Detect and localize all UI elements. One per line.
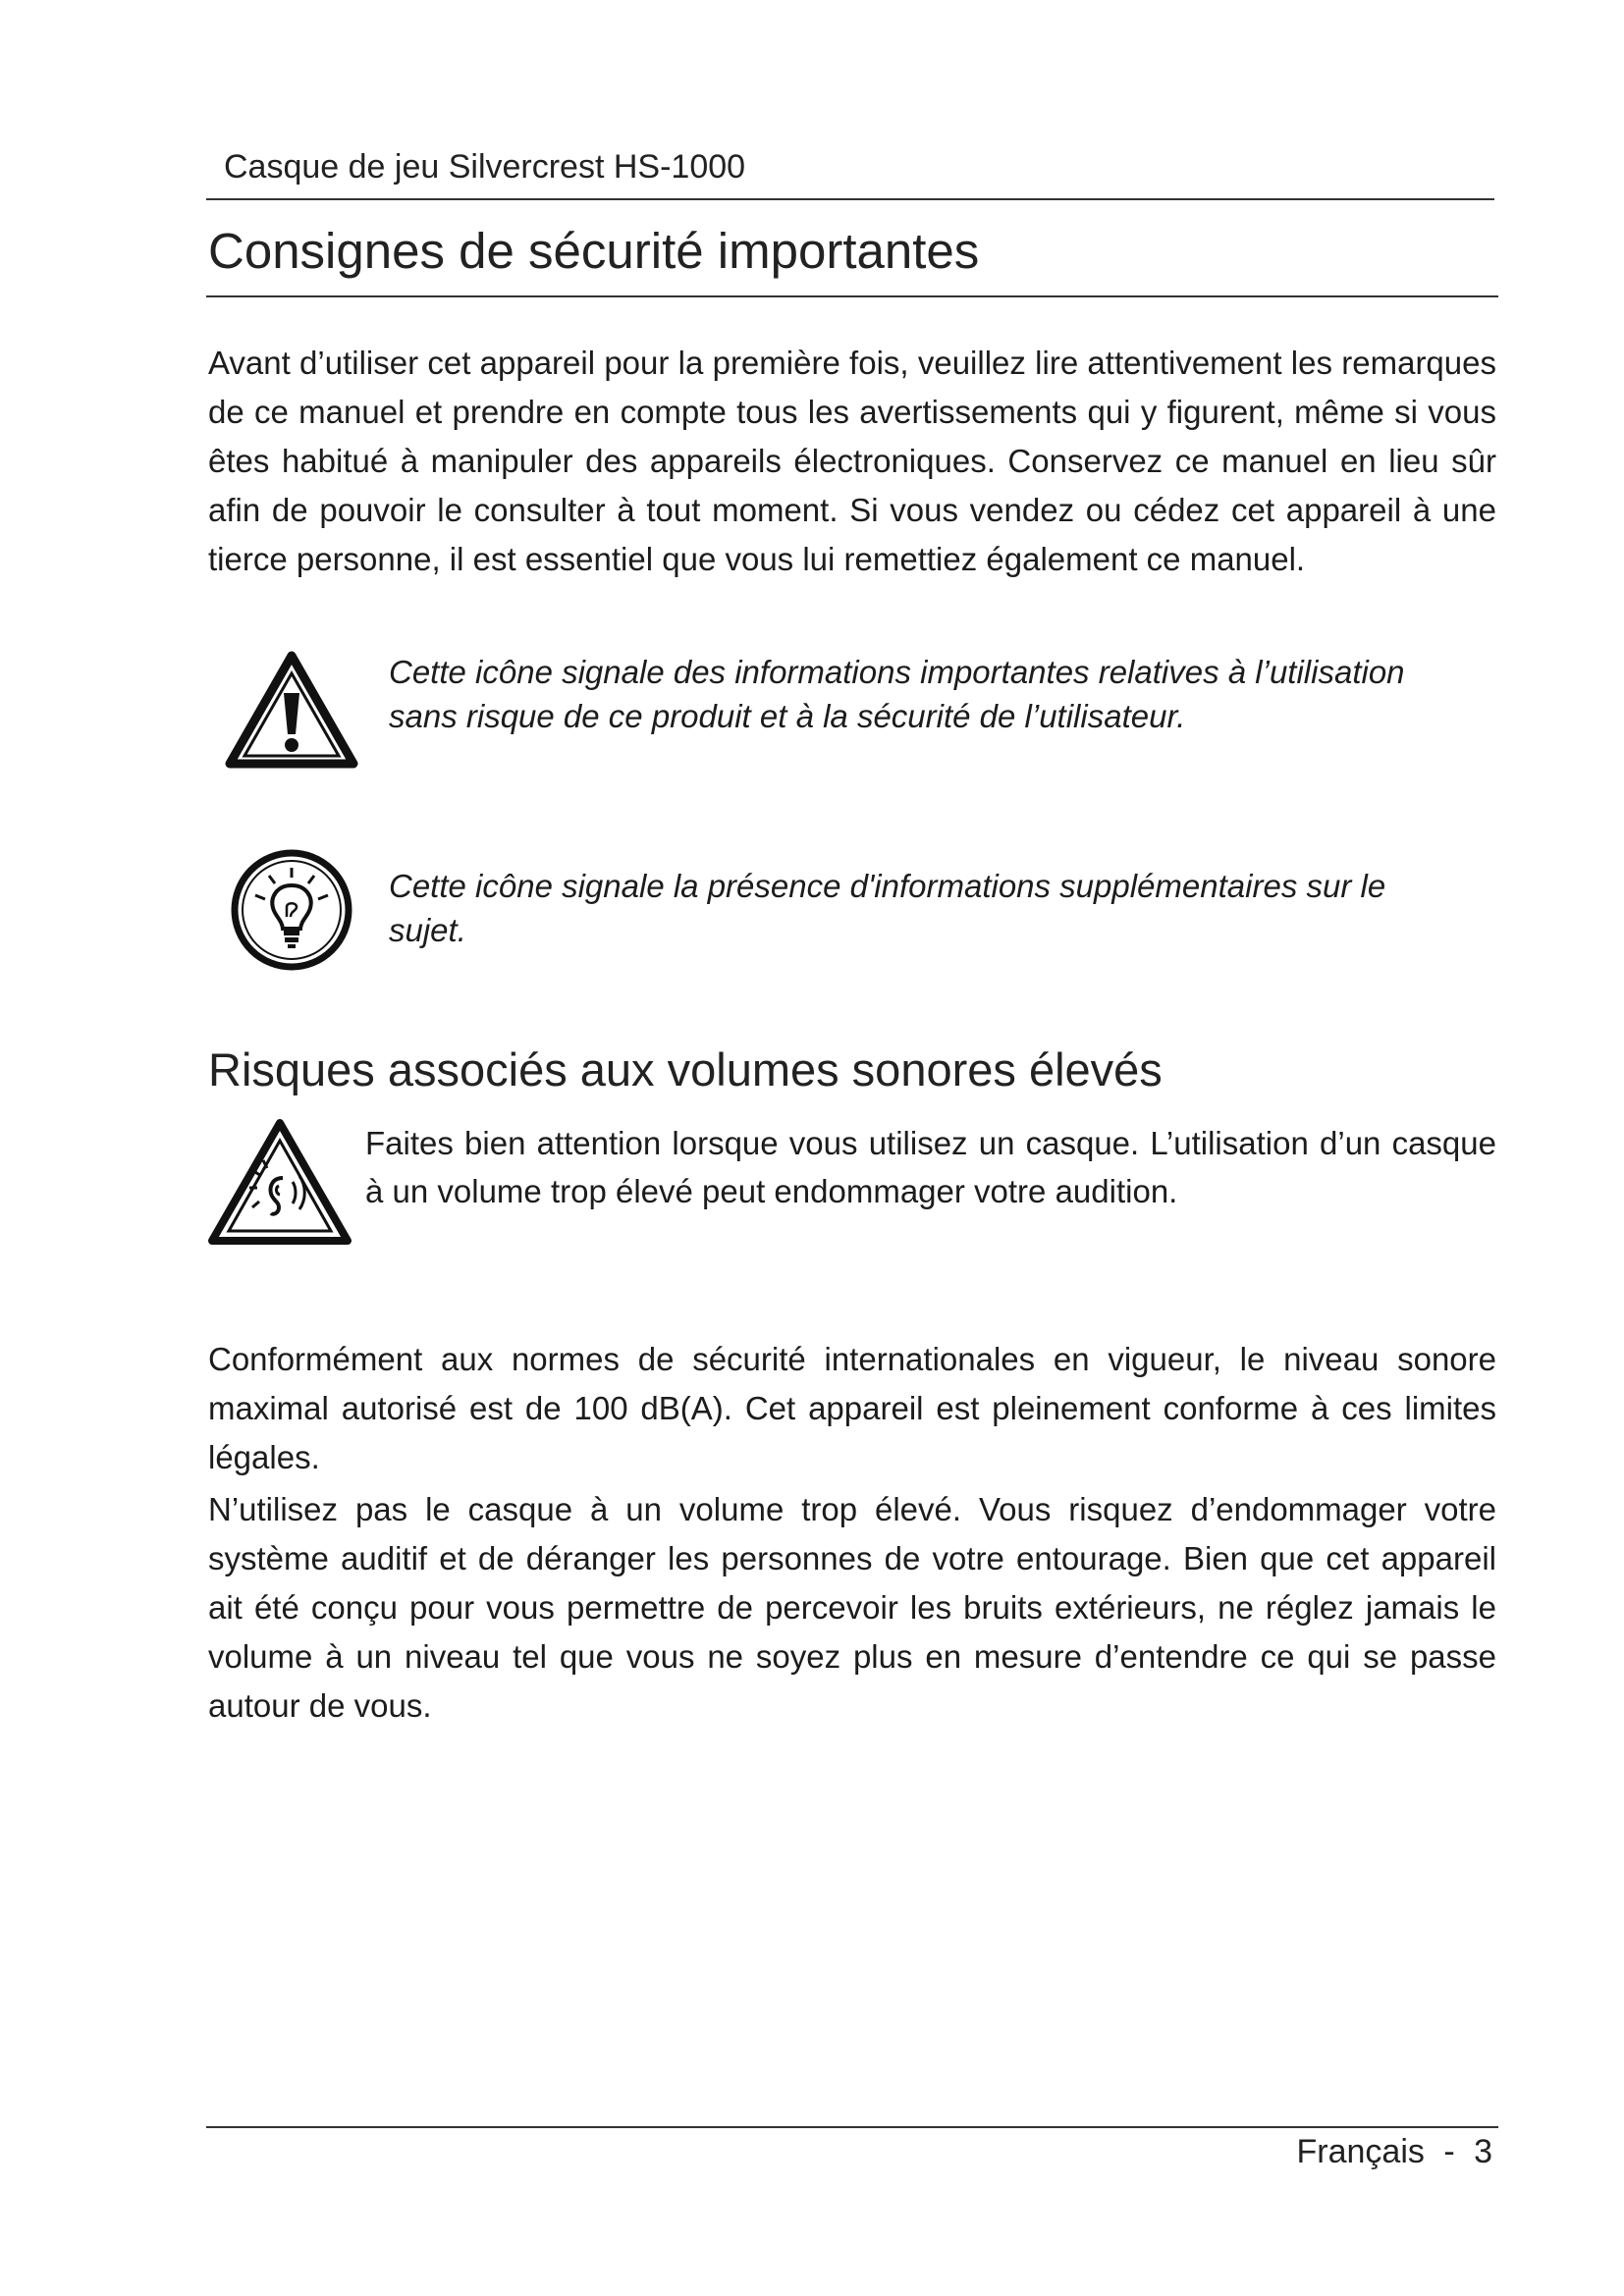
notice-info-text: Cette icône signale la présence d'informations supplémentaires sur le sujet. <box>389 868 1386 948</box>
section-heading-safety-text: Consignes de sécurité importantes <box>208 223 980 279</box>
hearing-damage-warning-icon <box>206 1117 353 1249</box>
hearing-warning-text: Faites bien attention lorsque vous utilisez un casque. L’utilisation d’un casque à un volume trop élevé peut endommager votre audition. <box>365 1125 1496 1209</box>
section-heading-safety <box>206 221 1498 297</box>
intro-paragraph: Avant d’utiliser cet appareil pour la première fois, veuillez lire attentivement les remarques de ce manuel et prendre en compte tous les avertissements qui y figurent, même si vous êtes habitué à manipuler des appareils électroniques. Conservez ce manuel en lieu sûr afin de pouvoir le consulter à tout moment. Si vous vendez ou cédez cet appareil à une tierce personne, il est essentiel que vous lui remettiez également ce manuel. <box>208 345 1496 577</box>
footer-divider <box>206 2126 1498 2128</box>
warning-triangle-icon <box>224 650 359 772</box>
notice-warning-text: Cette icône signale des informations importantes relatives à l’utilisation sans risque de ce produit et à la sécurité de l’utilisateur. <box>389 654 1405 734</box>
volume-usage-paragraph: N’utilisez pas le casque à un volume trop élevé. Vous risquez d’endommager votre système auditif et de déranger les personnes de votre entourage. Bien que cet appareil ait été conçu pour vous permettre de percevoir les bruits extérieurs, ne réglez jamais le volume à un niveau tel que vous ne soyez plus en mesure d’entendre ce qui se passe autour de vous. <box>208 1491 1496 1724</box>
page-footer-label: Français - 3 <box>1296 2133 1492 2170</box>
section-heading-volume-risks: Risques associés aux volumes sonores élevés <box>208 1043 1163 1095</box>
running-header <box>206 137 1494 200</box>
lightbulb-info-icon <box>224 846 359 974</box>
volume-standard-paragraph: Conformément aux normes de sécurité internationales en vigueur, le niveau sonore maximal autorisé est de 100 dB(A). Cet appareil est pleinement conforme à ces limites légales. <box>208 1341 1496 1475</box>
document-title: Casque de jeu Silvercrest HS-1000 <box>224 148 746 186</box>
